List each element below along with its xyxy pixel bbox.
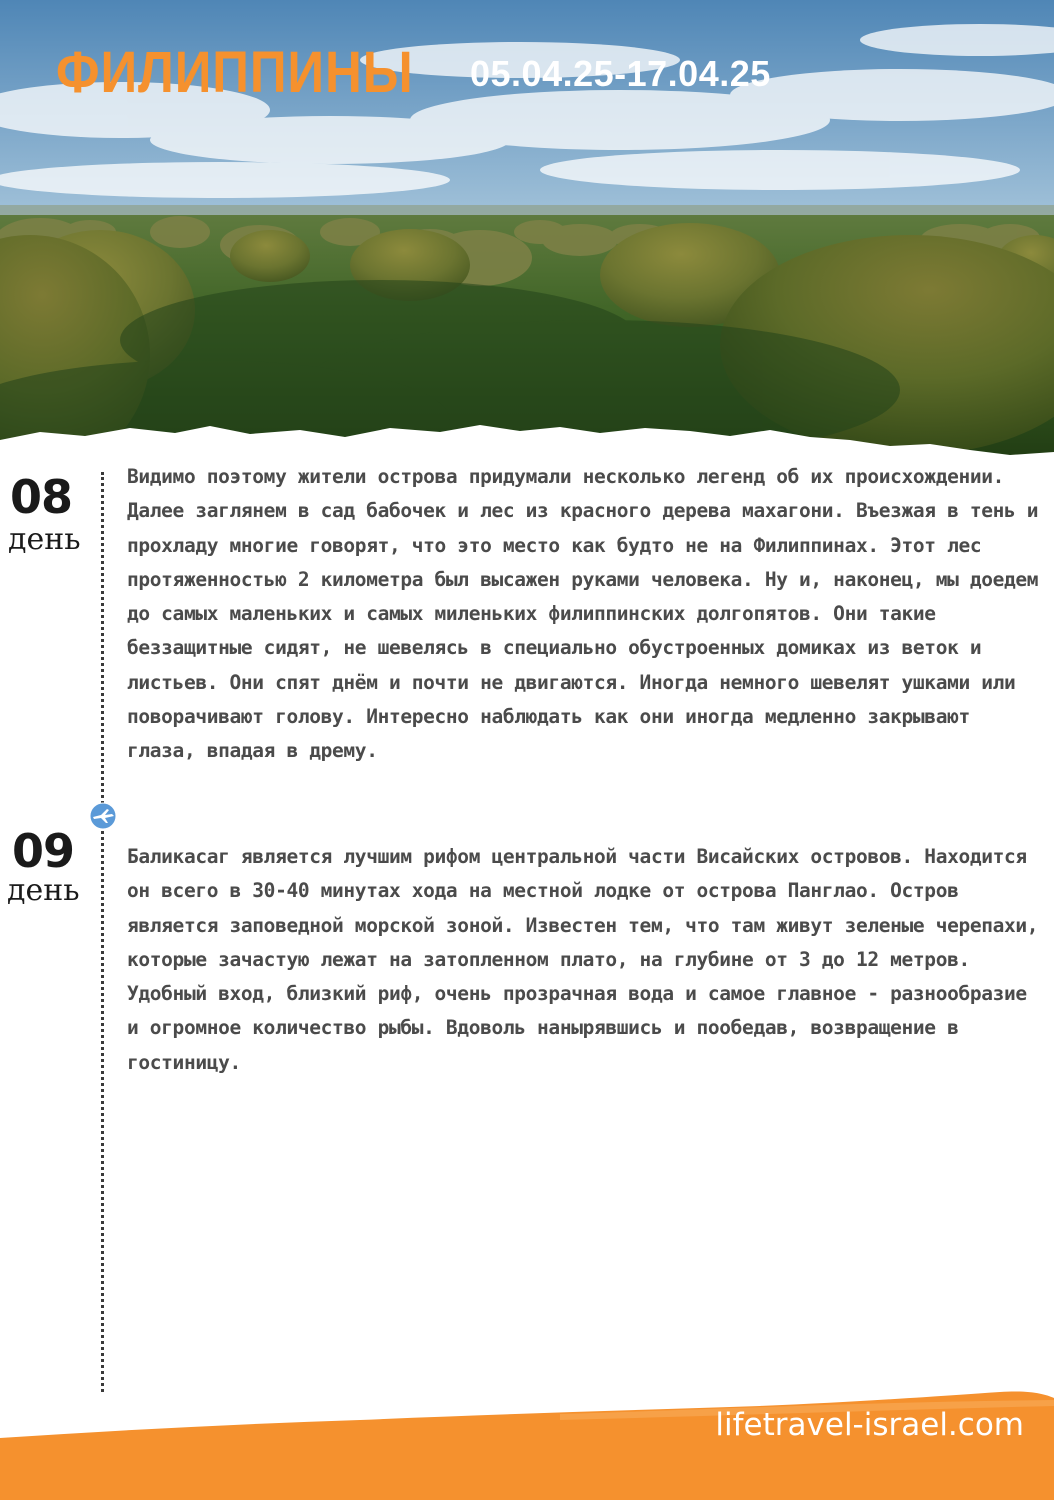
airplane-globe-icon	[88, 801, 118, 831]
day-08-number: 08	[10, 470, 73, 524]
day-08-label: день	[8, 522, 81, 557]
day-09-description: Баликасаг является лучшим рифом центральной части Висайских островов. Находится он всего в 30-40 минутах хода на местной лодке от острова Панглао. Остров является заповедной морской зоной. Известен тем, что там живут зеленые черепахи, которые зачастую лежат на затопленном плато, на глубине от 3 до 12 метров. Удобный вход, близкий риф, очень прозрачная вода и самое главное - разнообразие и огромное количество рыбы. Вдоволь нанырявшись и пообедав, возвращение в гостиницу.	[127, 845, 1039, 1074]
day-09-label: день	[7, 873, 80, 908]
timeline-dotted-line	[101, 472, 104, 1392]
website-link[interactable]: lifetravel-israel.com	[715, 1407, 1024, 1443]
page-title: ФИЛИППИНЫ	[56, 40, 414, 105]
hero-banner	[0, 0, 1054, 470]
day-08-description: Видимо поэтому жители острова придумали несколько легенд об их происхождении. Далее заглянем в сад бабочек и лес из красного дерева махагони. Въезжая в тень и прохладу многие говорят, что это место как будто не на Филиппинах. Этот лес протяженностью 2 километра был высажен руками человека. Ну и, наконец, мы доедем до самых маленьких и самых миленьких филиппинских долгопятов. Они такие беззащитные сидят, не шевелясь в специально обустроенных домиках из веток и листьев. Они спят днём и почти не двигаются. Иногда немного шевелят ушками или поворачивают голову. Интересно наблюдать как они иногда медленно закрывают глаза, впадая в дрему.	[127, 465, 1039, 763]
trip-dates: 05.04.25-17.04.25	[470, 53, 771, 94]
day-09-number: 09	[12, 824, 75, 878]
